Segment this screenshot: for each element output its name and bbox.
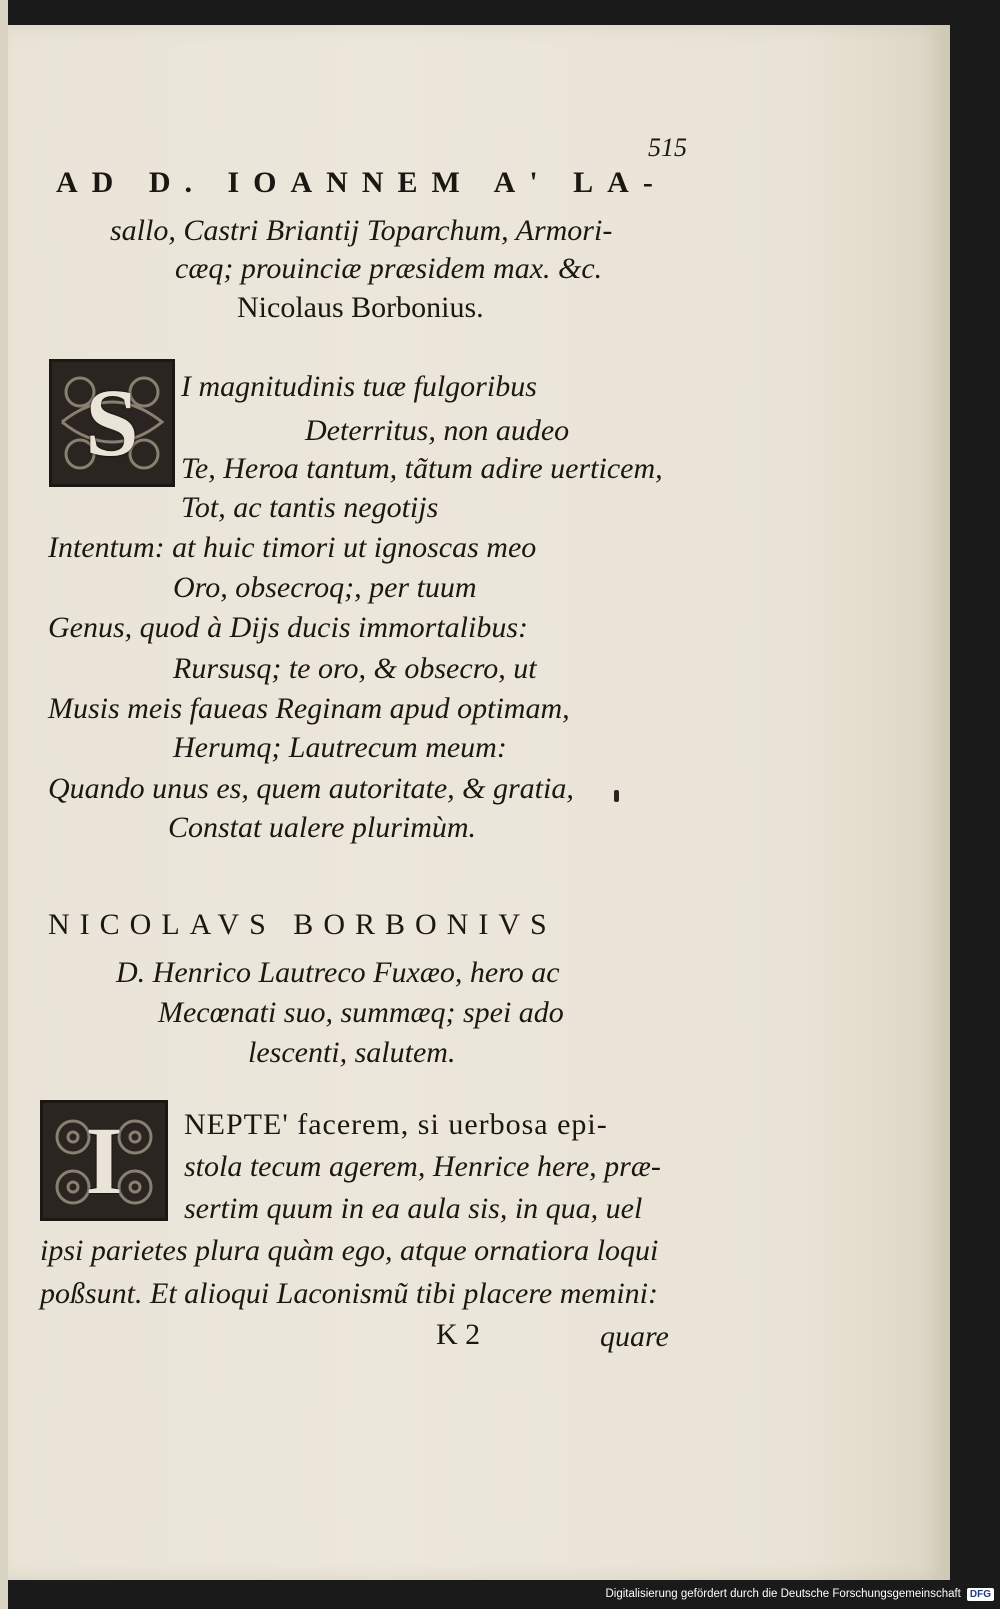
initial-letter: I xyxy=(85,1106,123,1214)
heading2-line3: Mecœnati suo, summæq; spei ado xyxy=(158,996,564,1029)
poem-line: Herumq; Lautrecum meum: xyxy=(173,731,507,764)
poem-line: Oro, obsecroq;, per tuum xyxy=(173,571,477,604)
page-number: 515 xyxy=(648,133,687,162)
letter-line: sertim quum in ea aula sis, in qua, uel xyxy=(184,1192,643,1225)
poem-line: Quando unus es, quem autoritate, & gratia, xyxy=(48,772,574,805)
heading1-line4: Nicolaus Borbonius. xyxy=(237,291,484,324)
heading1-line3: cæq; prouinciæ præsidem max. &c. xyxy=(175,252,603,285)
poem-line: I magnitudinis tuæ fulgoribus xyxy=(181,370,537,403)
heading2-line1: NICOLAVS BORBONIVS xyxy=(48,908,557,941)
letter-line: ipsi parietes plura quàm ego, atque ornatiora loqui xyxy=(40,1234,659,1267)
heading1-line2: sallo, Castri Briantij Toparchum, Armori- xyxy=(110,214,613,247)
page-edge xyxy=(0,0,8,1609)
poem-line: Genus, quod à Dijs ducis immortalibus: xyxy=(48,611,528,644)
initial-letter: S xyxy=(85,369,139,476)
heading2-line4: lescenti, salutem. xyxy=(248,1036,456,1069)
poem-line: Deterritus, non audeo xyxy=(305,414,570,447)
footer-credit xyxy=(605,1583,994,1605)
poem-line: Rursusq; te oro, & obsecro, ut xyxy=(173,652,537,685)
poem-line: Intentum: at huic timori ut ignoscas meo xyxy=(48,531,537,564)
poem-line: Te, Heroa tantum, tãtum adire uerticem, xyxy=(181,452,663,485)
heading1-line1: AD D. IOANNEM A' LA- xyxy=(56,166,667,199)
ink-speck xyxy=(614,790,619,802)
dfg-logo: DFG xyxy=(967,1588,994,1601)
decorated-initial-s xyxy=(49,359,175,487)
letter-line: NEPTE' facerem, si uerbosa epi- xyxy=(184,1108,608,1141)
signature-mark: K 2 xyxy=(436,1318,481,1351)
poem-line: Musis meis faueas Reginam apud optimam, xyxy=(48,692,570,725)
catchword: quare xyxy=(600,1320,669,1353)
letter-line: poßsunt. Et alioqui Laconismũ tibi placere memini: xyxy=(40,1277,659,1310)
letter-line: stola tecum agerem, Henrice here, præ- xyxy=(184,1150,661,1183)
heading2-line2: D. Henrico Lautreco Fuxæo, hero ac xyxy=(116,956,560,989)
decorated-initial-i xyxy=(40,1100,168,1221)
footer-text: Digitalisierung gefördert durch die Deutsche Forschungsgemeinschaft xyxy=(605,1588,961,1600)
poem-line: Tot, ac tantis negotijs xyxy=(181,491,439,524)
book-page xyxy=(8,25,950,1580)
poem-line: Constat ualere plurimùm. xyxy=(168,811,477,844)
